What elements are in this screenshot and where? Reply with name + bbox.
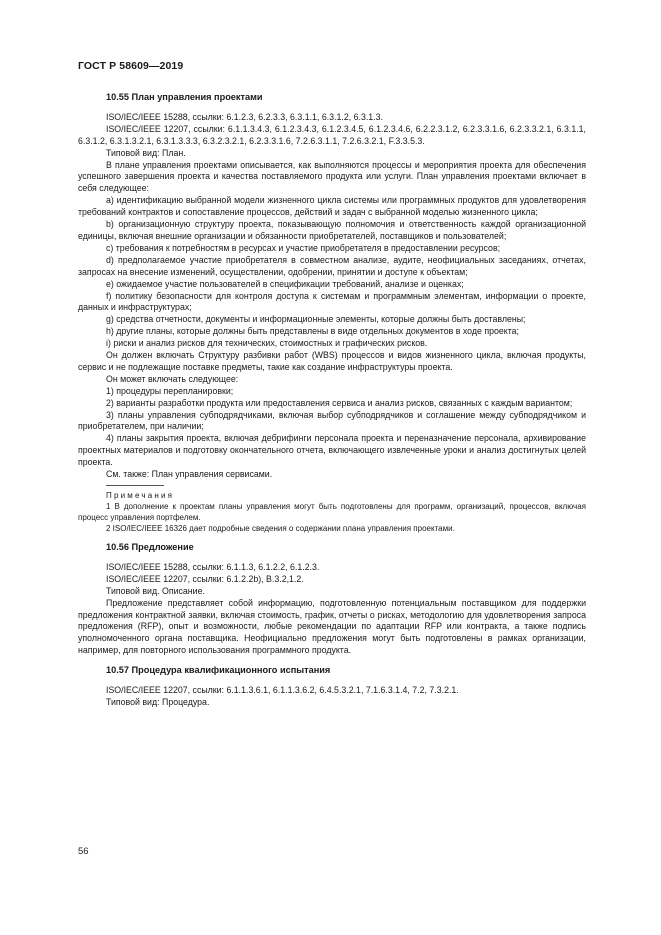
standard-header: ГОСТ Р 58609—2019	[78, 60, 184, 72]
section-10-55	[78, 92, 586, 534]
reference-line: ISO/IEC/IEEE 12207, ссылки: 6.1.1.3.6.1, 6.1.1.3.6.2, 6.4.5.3.2.1, 7.1.6.3.1.4, 7.2, 7.3.2.1.	[106, 685, 459, 696]
list-item: 1) процедуры перепланировки;	[106, 385, 234, 396]
note-item: 1 В дополнение к проектам планы управления могут быть подготовлены для программ, организаций, процессов, включая процесс управления портфелем.	[78, 502, 586, 522]
body-paragraph: Он может включать следующее:	[106, 373, 239, 384]
section-title: 10.56 Предложение	[106, 542, 194, 552]
type-line: Типовой вид: План.	[106, 147, 186, 158]
reference-line: ISO/IEC/IEEE 15288, ссылки: 6.1.2.3, 6.2.3.3, 6.3.1.1, 6.3.1.2, 6.3.1.3.	[106, 111, 383, 122]
body-paragraph: В плане управления проектами описывается, как выполняются процессы и мероприятия проекта для обеспечения успешного завершения проекта и качества поставляемого продукта или услуги. План управления проектами включает в себя следующее:	[78, 159, 586, 194]
list-item: i) риски и анализ рисков для технических, стоимостных и графических рисков.	[106, 338, 428, 349]
section-title: 10.57 Процедура квалификационного испытания	[106, 665, 331, 676]
body-paragraph: Он должен включать Структуру разбивки работ (WBS) процессов и видов жизненного цикла, включая продукты, сервис и не подлежащие поставке предметы, такие как создание инфраструктуры проекта.	[78, 350, 586, 372]
list-item: e) ожидаемое участие пользователей в спецификации требований, анализе и оценках;	[106, 278, 464, 289]
section-10-57	[78, 665, 586, 709]
notes-block	[78, 490, 586, 534]
notes-label: Примечания	[106, 491, 175, 500]
list-item: f) политику безопасности для контроля доступа к системам и программным элементам, информации о проекте, данных и инфраструктурах;	[78, 290, 586, 313]
note-item: 2 ISO/IEC/IEEE 16326 дает подробные сведения о содержании плана управления проектами.	[106, 524, 455, 533]
list-item: 2) варианты разработки продукта или предоставления сервиса и анализ рисков, связанных с каждым вариантом;	[106, 397, 573, 408]
see-also-line: См. также: План управления сервисами.	[106, 469, 273, 480]
page-number: 56	[78, 846, 89, 857]
type-line: Типовой вид: Процедура.	[106, 696, 210, 707]
list-item: h) другие планы, которые должны быть представлены в виде отдельных документов в ходе проекта;	[106, 326, 519, 337]
list-item: a) идентификацию выбранной модели жизненного цикла системы или программных продуктов для удовлетворения требований контрактов и сопоставление процессов, действий и задач с выбранной моделью жизненного цикла;	[78, 195, 586, 218]
reference-line: ISO/IEC/IEEE 12207, ссылки: 6.1.1.3.4.3, 6.1.2.3.4.3, 6.1.2.3.4.5, 6.1.2.3.4.6, 6.2.2.3.1.2, 6.2.3.3.1.6, 6.2.3.3.2.1, 6.3.1.1, 6.3.1.2, 6.3.1.3.2.1, 6.3.1.3.3.3, 6.3.2.3.2.1, 6.2.3.3.1.6, 7.2.6.3.1.1, 7.2.6.3.2.1, F.3.3.5.3.	[78, 123, 586, 146]
document-body	[78, 92, 586, 709]
reference-line: ISO/IEC/IEEE 15288, ссылки: 6.1.1.3, 6.1.2.2, 6.1.2.3.	[106, 561, 320, 572]
section-title: 10.55 План управления проектами	[106, 92, 263, 102]
type-line: Типовой вид. Описание.	[106, 585, 205, 596]
list-item: d) предполагаемое участие приобретателя в совместном анализе, аудите, неофициальных заседаниях, отчетах, запросах на внесение изменений, осуществлении, одобрении, принятии и доступе к объектам;	[78, 254, 586, 277]
list-item: 4) планы закрытия проекта, включая дебрифинги персонала проекта и переназначение персонала, архивирование проектных материалов и подготовку окончательного отчета, включающего извлеченные уроки и анализ достигнутых целей проекта.	[78, 433, 586, 468]
note-divider	[106, 485, 164, 486]
body-paragraph: Предложение представляет собой информацию, подготовленную потенциальным поставщиком для поддержки предложения контрактной заявки, включая стоимость, график, отчеты о рисках, методологию для удовлетворения запроса предложения (RFP), опыт и возможности, любые рекомендации по адаптации RFP или контракта, а также подпись уполномоченного органа поставщика. Неофициально предложения могут быть подготовлены в рамках организации, например, для повторного использования программного продукта.	[78, 597, 586, 656]
list-item: c) требования к потребностям в ресурсах и участие приобретателя в предоставлении ресурсов;	[106, 242, 501, 253]
list-item: 3) планы управления субподрядчиками, включая выбор субподрядчиков и соглашение между субподрядчиком и приобретателем, при наличии;	[78, 409, 586, 432]
list-item: b) организационную структуру проекта, показывающую полномочия и ответственность каждой организационной единицы, включая внешние организации и обязанности приобретателей, поставщиков и пользователей;	[78, 219, 586, 241]
list-item: g) средства отчетности, документы и информационные элементы, которые должны быть доставлены;	[106, 314, 526, 325]
reference-line: ISO/IEC/IEEE 12207, ссылки: 6.1.2.2b), B.3.2,1.2.	[106, 573, 304, 584]
section-10-56	[78, 542, 586, 657]
